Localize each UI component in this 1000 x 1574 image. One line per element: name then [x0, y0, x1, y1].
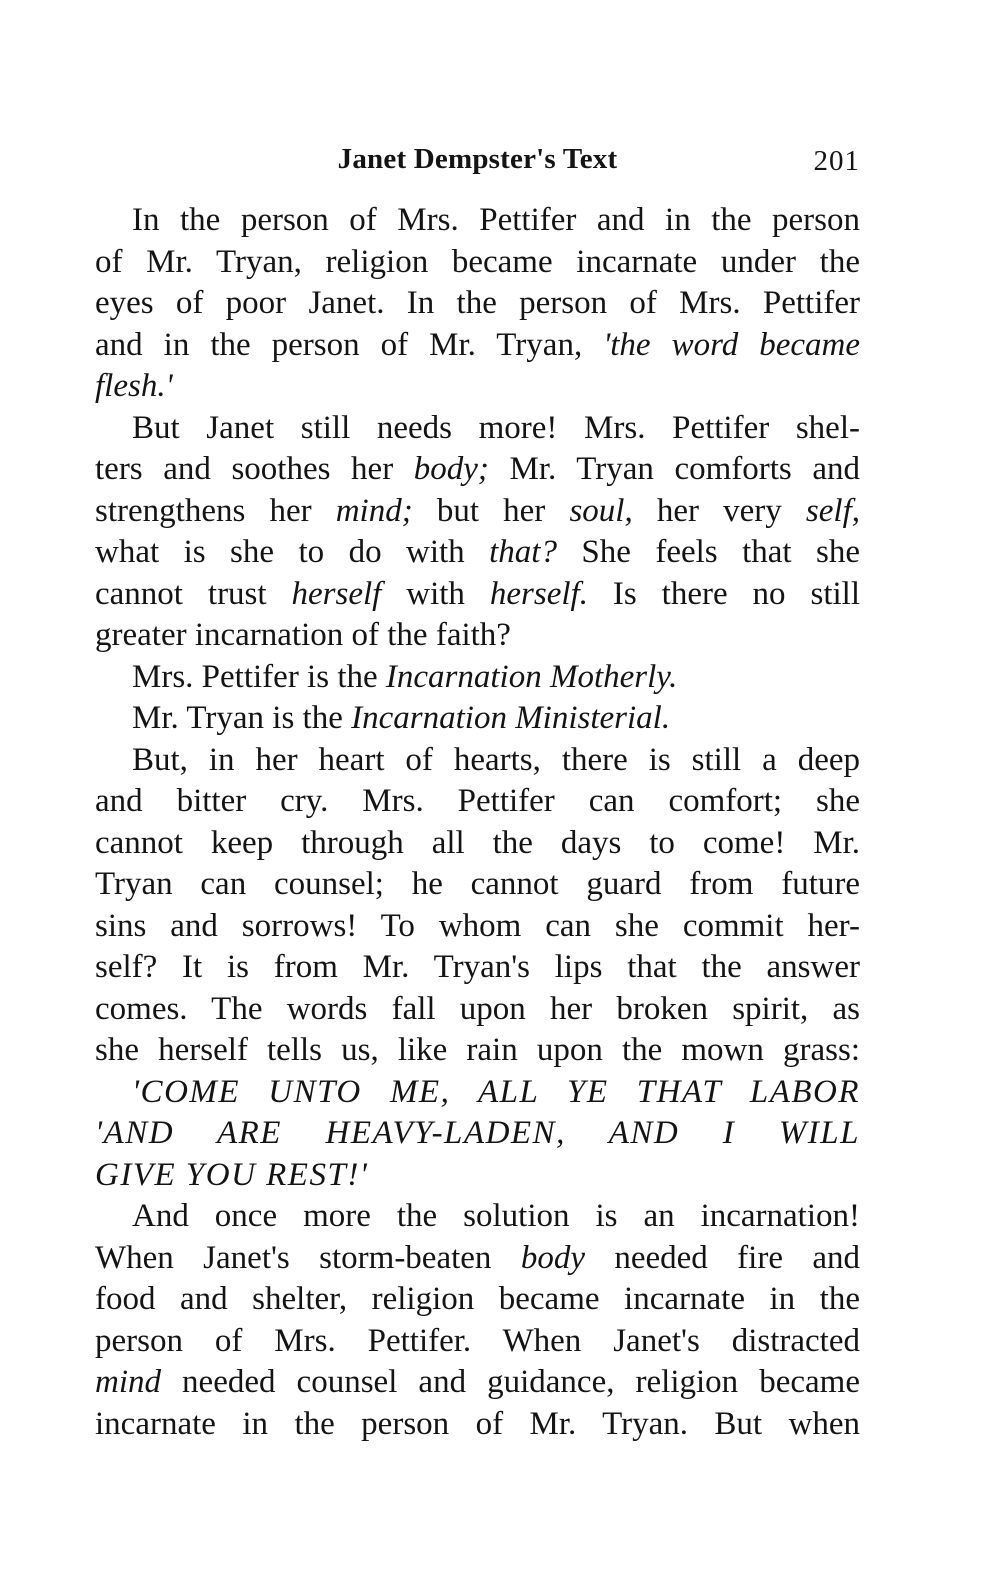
page-number: 201 [813, 145, 860, 177]
text-line: And once more the solution is an incarnation! [132, 1198, 860, 1234]
italic-quote: 'the word became [603, 326, 860, 363]
text-line: incarnate in the person of Mr. Tryan. But when [95, 1405, 860, 1442]
text-line: and in the person of Mr. Tryan, 'the word became [95, 326, 860, 363]
text-line: But, in her heart of hearts, there is still a deep [132, 741, 860, 778]
body-text [95, 200, 860, 1445]
text-line: strengthens her mind; but her soul, her very self, [95, 492, 860, 529]
text-line: But Janet still needs more! Mrs. Pettifer shel- [132, 409, 860, 446]
scripture-quote-line: 'AND ARE HEAVY-LADEN, AND I WILL [95, 1115, 860, 1151]
text-line: she herself tells us, like rain upon the mown grass: [95, 1032, 860, 1068]
text-line: eyes of poor Janet. In the person of Mrs. Pettifer [95, 285, 860, 321]
running-header [95, 138, 860, 180]
text-line: flesh.' [95, 368, 173, 404]
text-line: person of Mrs. Pettifer. When Janet's distracted [95, 1322, 860, 1359]
text-line: sins and sorrows! To whom can she commit her- [95, 907, 860, 944]
text-line: mind needed counsel and guidance, religion became [95, 1364, 860, 1400]
text-line: greater incarnation of the faith? [95, 617, 511, 653]
running-title: Janet Dempster's Text [337, 143, 618, 175]
text-line: cannot trust herself with herself. Is there no still [95, 575, 860, 612]
text-line: comes. The words fall upon her broken spirit, as [95, 990, 860, 1027]
text-line: When Janet's storm-beaten body needed fire and [95, 1239, 860, 1276]
scripture-quote-line: 'COME UNTO ME, ALL YE THAT LABOR [132, 1073, 860, 1110]
text-line: self? It is from Mr. Tryan's lips that the answer [95, 949, 860, 985]
text-line: cannot keep through all the days to come! Mr. [95, 824, 860, 861]
text-line: In the person of Mrs. Pettifer and in the person [132, 202, 860, 238]
text-line: Mr. Tryan is the Incarnation Ministerial. [132, 700, 671, 736]
text-line: Tryan can counsel; he cannot guard from future [95, 866, 860, 902]
scripture-quote-line: GIVE YOU REST!' [95, 1156, 369, 1193]
text-line: ters and soothes her body; Mr. Tryan comforts and [95, 451, 861, 487]
text-line: food and shelter, religion became incarnate in the [95, 1281, 860, 1317]
text-line: of Mr. Tryan, religion became incarnate under the [95, 243, 860, 280]
text-line: and bitter cry. Mrs. Pettifer can comfort; she [95, 783, 860, 819]
text-line: what is she to do with that? She feels that she [95, 534, 860, 570]
text-line: Mrs. Pettifer is the Incarnation Motherly. [132, 658, 678, 695]
